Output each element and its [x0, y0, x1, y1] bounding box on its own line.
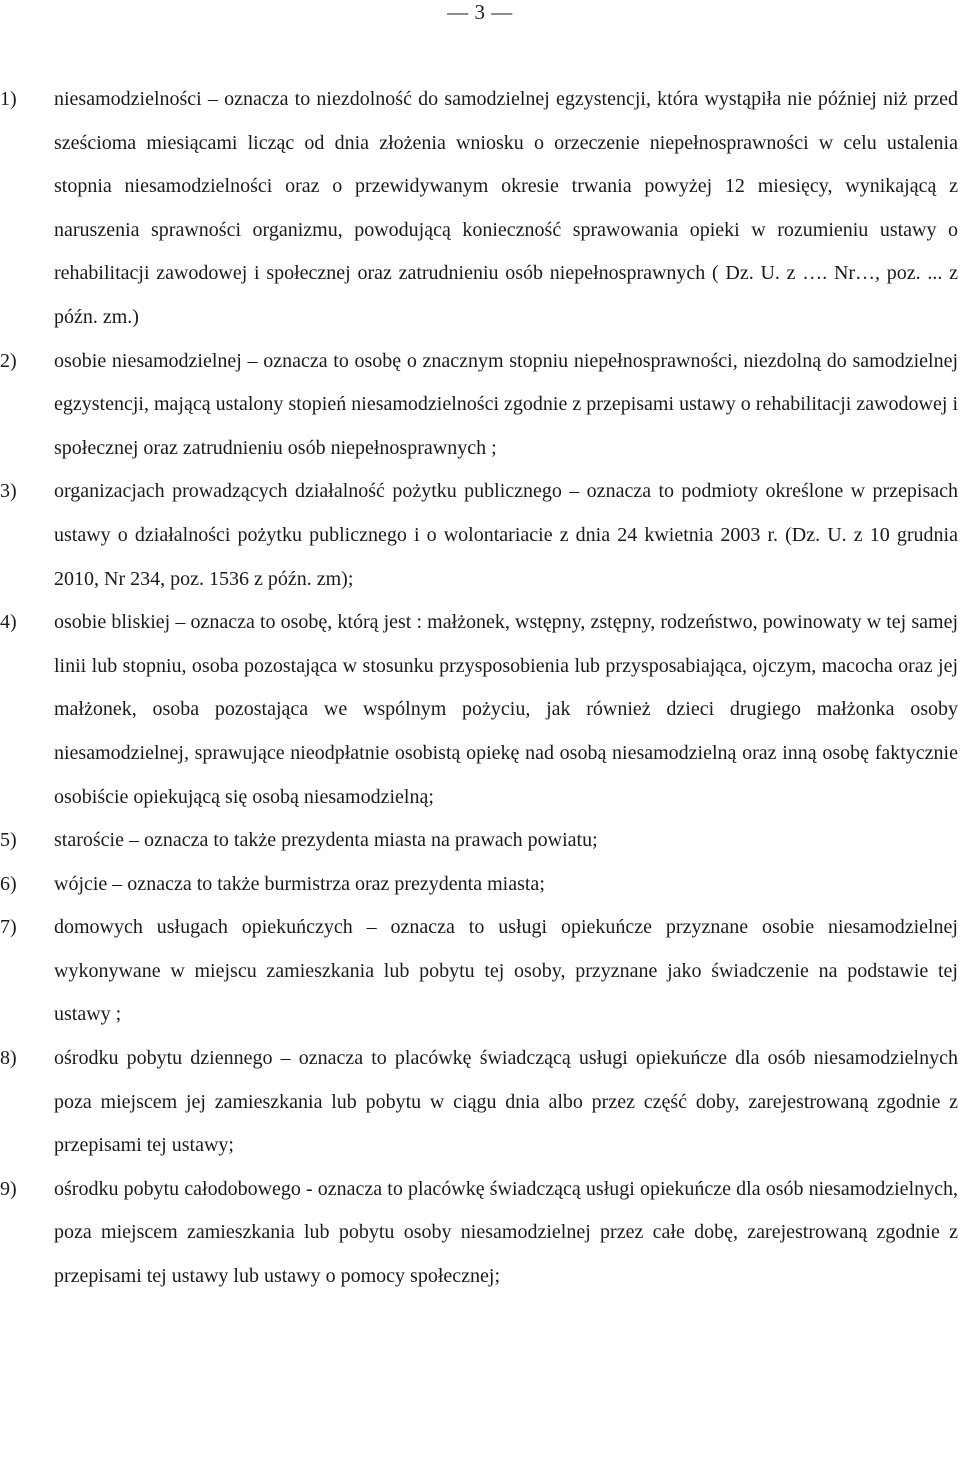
definition-number: 1)	[0, 88, 17, 110]
definition-number: 4)	[0, 611, 17, 634]
definition-number: 9)	[0, 1177, 17, 1200]
definition-text: osobie niesamodzielnej – oznacza to osobę o znacznym stopniu niepełnosprawności, niezdolną do samodzielnej egzystencji, mającą ustalony stopień niesamodzielności zgodnie z przepisami ustawy o rehabilitacji zawodowej i społecznej oraz zatrudnieniu osób niepełnosprawnych ;	[54, 349, 958, 459]
definition-item-1	[0, 78, 960, 340]
definition-item-7	[0, 906, 960, 1037]
definition-item-6	[0, 863, 960, 907]
definition-text: organizacjach prowadzących działalność pożytku publicznego – oznacza to podmioty określone w przepisach ustawy o działalności pożytku publicznego i o wolontariacie z dnia 24 kwietnia 2003 r. (Dz. U. z 10 grudnia 2010, Nr 234, poz. 1536 z późn. zm);	[54, 480, 958, 590]
definition-text: niesamodzielności – oznacza to niezdolność do samodzielnej egzystencji, która wystąpiła nie później niż przed sześcioma miesiącami licząc od dnia złożenia wniosku o orzeczenie niepełnosprawności w celu ustalenia stopnia niesamodzielności oraz o przewidywanym okresie trwania powyżej 12 miesięcy, wynikającą z naruszenia sprawności organizmu, powodującą konieczność sprawowania opieki w rozumieniu ustawy o rehabilitacji zawodowej i społecznej oraz zatrudnieniu osób niepełnosprawnych ( Dz. U. z …. Nr…, poz. ... z późn. zm.)	[54, 88, 958, 328]
page-number: — 3 —	[447, 0, 513, 24]
definition-item-2	[0, 340, 960, 471]
definition-number: 7)	[0, 916, 17, 939]
definition-text: staroście – oznacza to także prezydenta miasta na prawach powiatu;	[54, 829, 598, 852]
definition-item-4	[0, 601, 960, 819]
definition-item-9	[0, 1168, 960, 1299]
definition-text: ośrodku pobytu dziennego – oznacza to placówkę świadczącą usługi opiekuńcze dla osób niesamodzielnych poza miejscem jej zamieszkania lub pobytu w ciągu dnia albo przez część doby, zarejestrowaną zgodnie z przepisami tej ustawy;	[54, 1047, 958, 1157]
definition-item-5	[0, 819, 960, 863]
definition-number: 3)	[0, 480, 17, 503]
definitions-list	[0, 78, 960, 1299]
definition-item-8	[0, 1037, 960, 1168]
definition-number: 8)	[0, 1047, 17, 1070]
definition-text: domowych usługach opiekuńczych – oznacza to usługi opiekuńcze przyznane osobie niesamodzielnej wykonywane w miejscu zamieszkania lub pobytu tej osoby, przyznane jako świadczenie na podstawie tej ustawy ;	[54, 916, 958, 1026]
definition-text: ośrodku pobytu całodobowego - oznacza to placówkę świadczącą usługi opiekuńcze dla osób niesamodzielnych, poza miejscem zamieszkania lub pobytu osoby niesamodzielnej przez całe dobę, zarejestrowaną zgodnie z przepisami tej ustawy lub ustawy o pomocy społecznej;	[54, 1177, 958, 1288]
definition-text: wójcie – oznacza to także burmistrza oraz prezydenta miasta;	[54, 872, 545, 895]
definition-text: osobie bliskiej – oznacza to osobę, którą jest : małżonek, wstępny, zstępny, rodzeństwo, powinowaty w tej samej linii lub stopniu, osoba pozostająca w stosunku przysposobienia lub przysposabiająca, ojczym, macocha oraz jej małżonek, osoba pozostająca we wspólnym pożyciu, jak również dzieci drugiego małżonka osoby niesamodzielnej, sprawujące nieodpłatnie osobistą opiekę nad osobą niesamodzielną oraz inną osobę faktycznie osobiście opiekującą się osobą niesamodzielną;	[54, 611, 958, 808]
definition-number: 5)	[0, 829, 17, 852]
definition-number: 2)	[0, 349, 17, 372]
definition-number: 6)	[0, 872, 17, 895]
definition-item-3	[0, 470, 960, 601]
